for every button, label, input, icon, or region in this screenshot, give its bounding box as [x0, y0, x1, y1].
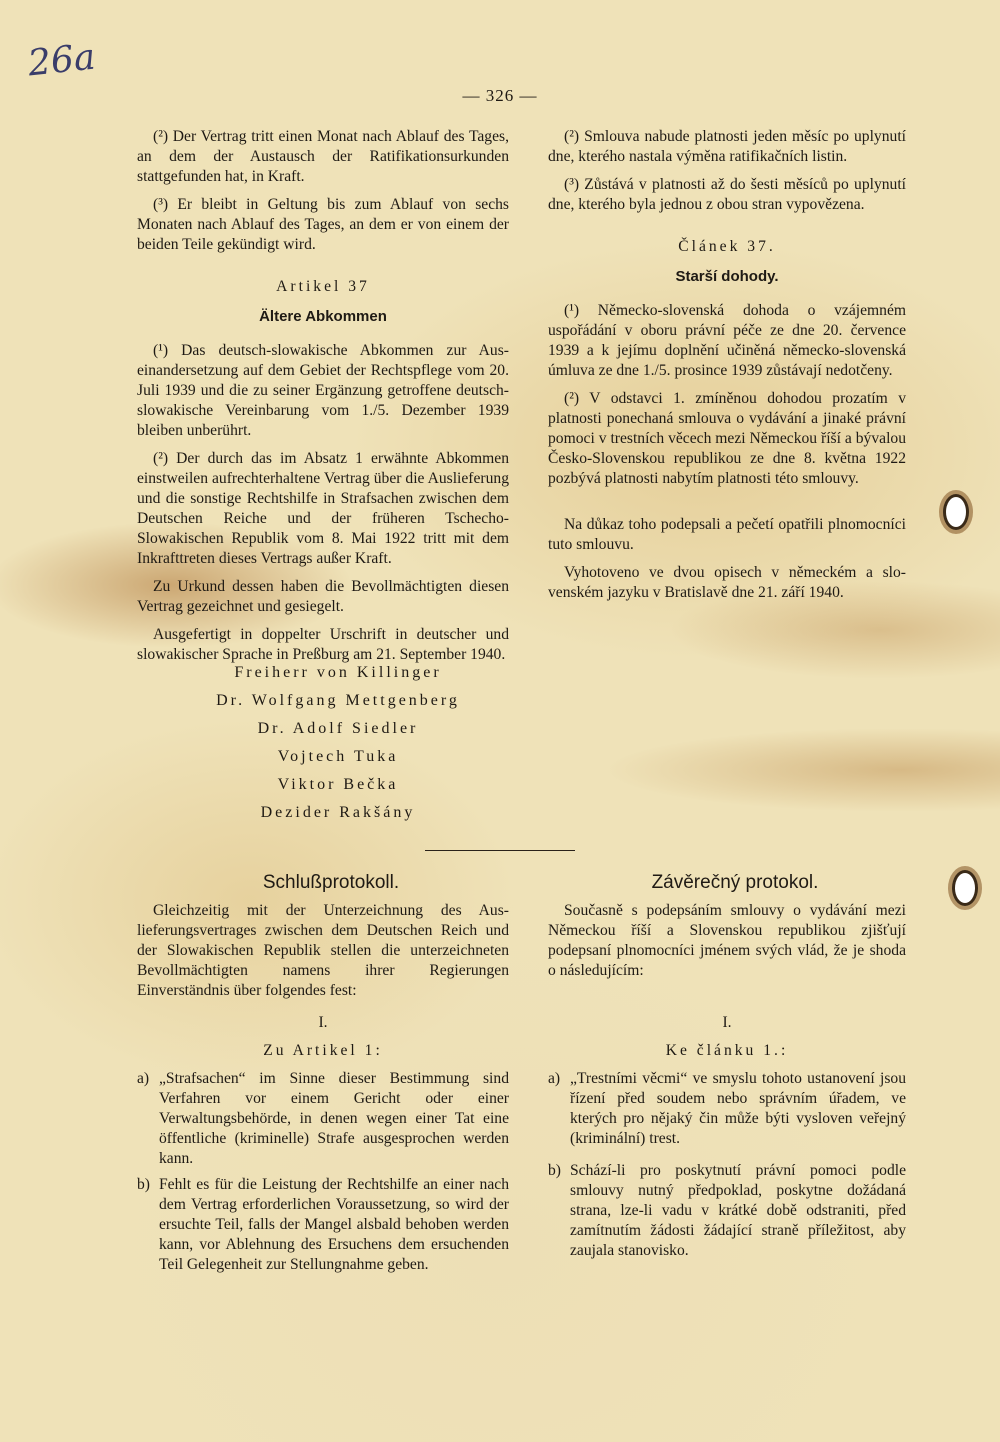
list-item: [137, 1069, 509, 1169]
final-protocol-german: [137, 873, 509, 1281]
protocol-title: Schlußprotokoll.: [262, 872, 400, 893]
article-label: Článek 37.: [678, 238, 776, 255]
list-item: [137, 1175, 509, 1275]
final-protocol-slovak: [548, 873, 906, 1267]
signatory-name: Dezider Rakšány: [260, 804, 416, 821]
slovak-column: [548, 127, 906, 611]
list-text: Schází-li pro poskytnutí právní pomoci podle smlouvy nutný předpoklad, poskytne dožádaná strana, lze-li vadu v krátké době odstraniti, před zamítnutím žádosti žádající straně příležitost, aby zaujala stanovisko.: [570, 1162, 906, 1259]
list-label: b): [548, 1162, 561, 1179]
list-label: b): [137, 1176, 150, 1193]
subsection-heading: Ke článku 1.:: [665, 1042, 789, 1059]
signatory-name: Freiherr von Killinger: [234, 664, 442, 681]
handwritten-folio-note: 26a: [26, 36, 98, 85]
section-number: I.: [318, 1014, 328, 1031]
signatory-name: Vojtech Tuka: [277, 748, 399, 765]
paragraph: (²) V odstavci 1. zmíněnou dohodou prozatím v platnosti ponechaná smlouva o vydávání a jinaké právní pomoci v trestních věcech mezi Německou říší a bývalou Česko-Slovenskou republikou ze dne 8. května 1922 pozbývá platnosti nabytím platnosti této smlouvy.: [548, 390, 906, 487]
paragraph: Na důkaz toho podepsali a pečetí opatřili plnomocníci tuto smlouvu.: [548, 516, 906, 553]
subsection-heading: Zu Artikel 1:: [263, 1042, 383, 1059]
list-label: a): [548, 1070, 561, 1087]
signatory-name: Viktor Bečka: [277, 776, 399, 793]
paragraph: (²) Der durch das im Absatz 1 erwähnte Abkommen einstweilen aufrechterhaltene Vertrag über die Auslieferung und die sonstige Rechtshilfe in Strafsachen zwischen dem Deutschen Reiche und der früheren Tschecho-Slowakischen Republik vom 8. Mai 1922 tritt mit dem Inkrafttreten dieses Vertrags außer Kraft.: [137, 450, 509, 567]
signatory-name: Dr. Wolfgang Mettgenberg: [216, 692, 460, 709]
signature-block: [160, 663, 500, 831]
paragraph: Vyhotoveno ve dvou opisech v německém a slovenském jazyku v Bratislavě dne 21. září 1940.: [548, 564, 906, 601]
article-label: Artikel 37: [276, 278, 370, 295]
list-item: [548, 1069, 906, 1149]
section-divider: [425, 850, 575, 851]
paragraph: (¹) Das deutsch-slowakische Abkommen zur Auseinandersetzung auf dem Gebiet der Rechtspflege vom 20. Juli 1939 und die zu seiner Ergänzung getroffene deutsch-slowakische Vereinbarung vom 1./5. Dezember 1939 bleiben unberührt.: [137, 342, 509, 439]
paragraph: Ausgefertigt in doppelter Urschrift in deutscher und slowakischer Sprache in Preßburg am 21. September 1940.: [137, 626, 509, 663]
list-text: „Strafsachen“ im Sinne dieser Bestimmung sind Verfahren vor einem Gericht oder einer Verwaltungsbehörde, in denen wegen einer Tat eine öffentliche (kriminelle) Strafe ausgesprochen werden kann.: [159, 1070, 509, 1167]
paragraph: (¹) Německo-slovenská dohoda o vzájemném uspořádání v oboru právní péče ze dne 20. července 1939 a k jejímu doplnění učiněná německo-slovenská úmluva ze dne 1./5. prosince 1939 zůstávají nedotčeny.: [548, 302, 906, 379]
punch-hole-top: [946, 497, 966, 527]
paragraph: Gleichzeitig mit der Unterzeichnung des Auslieferungsvertrages zwischen dem Deutschen Reich und der Slowakischen Republik stellen die unterzeichneten Bevollmächtigten namens ihrer Regierungen Einverständnis über folgendes fest:: [137, 902, 509, 999]
page-number: — 326 —: [462, 86, 538, 105]
list-text: Fehlt es für die Leistung der Rechtshilfe an einer nach dem Vertrag erforderlichen Voraussetzung, so wird der ersuchte Teil, falls der Mangel alsbald behoben werden kann, vor Ablehnung des Ersuchens dem ersuchenden Teil Gelegenheit zur Stellungnahme geben.: [159, 1176, 509, 1273]
paragraph: Zu Urkund dessen haben die Bevollmächtigten diesen Vertrag gezeichnet und gesiegelt.: [137, 578, 509, 615]
paragraph: (²) Der Vertrag tritt einen Monat nach Ablauf des Tages, an dem der Austausch der Ratifikationsurkunden stattgefunden hat, in Kraft.: [137, 128, 509, 185]
paragraph: (³) Zůstává v platnosti až do šesti měsíců po uplynutí dne, kterého byla jednou z obou stran vypovězena.: [548, 176, 906, 213]
punch-hole-bottom: [955, 873, 975, 903]
list-item: [548, 1161, 906, 1261]
list-text: „Trestními věcmi“ ve smyslu tohoto ustanovení jsou řízení před soudem nebo správním úřadem, ve kterých pro nějaký čin může býti vysloven veřejný (kriminální) trest.: [570, 1070, 906, 1147]
article-title: Ältere Abkommen: [259, 308, 387, 325]
signatory-name: Dr. Adolf Siedler: [257, 720, 419, 737]
paragraph: Současně s podepsáním smlouvy o vydávání mezi Německou říší a Slovenskou republikou zjišťují podepsaní plnomocníci jménem svých vlád, že je shoda o následujícím:: [548, 902, 906, 979]
paragraph: (²) Smlouva nabude platnosti jeden měsíc po uplynutí dne, kterého nastala výměna ratifikačních listin.: [548, 128, 906, 165]
section-number: I.: [722, 1014, 732, 1031]
article-title: Starší dohody.: [675, 268, 779, 285]
protocol-title: Závěrečný protokol.: [651, 872, 819, 893]
german-column: [137, 127, 509, 673]
paragraph: (³) Er bleibt in Geltung bis zum Ablauf von sechs Monaten nach Ablauf des Tages, an dem er von einem der beiden Teile gekündigt wird.: [137, 196, 509, 253]
list-label: a): [137, 1070, 150, 1087]
